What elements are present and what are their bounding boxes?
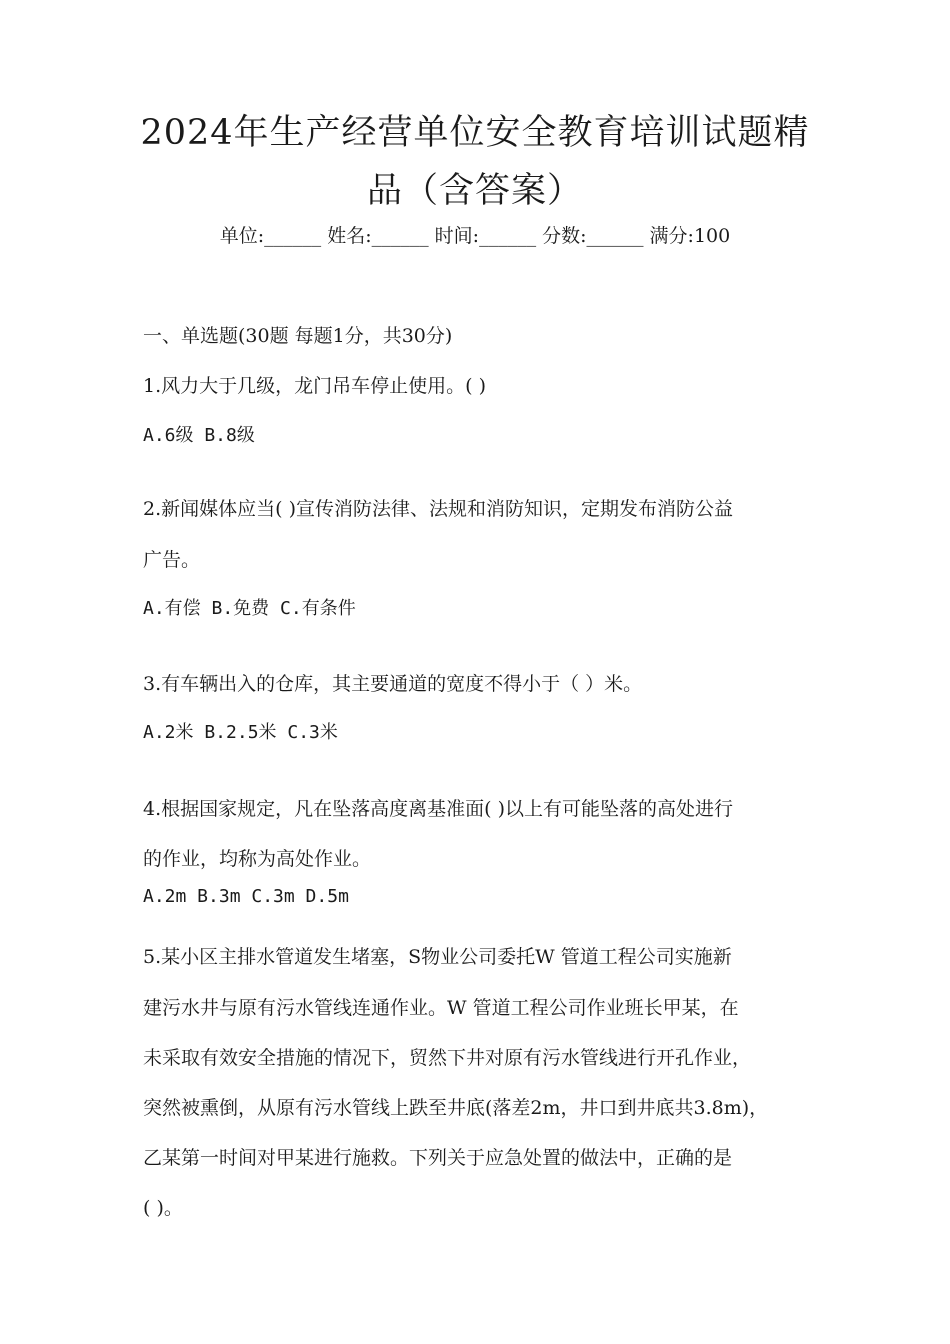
question-1-options: A.6级 B.8级 [143,425,255,446]
question-1-text: 1.风力大于几级，龙门吊车停止使用。( ) [143,375,486,397]
question-5-text: ( )。 [143,1197,183,1219]
question-2-text: 2.新闻媒体应当( )宣传消防法律、法规和消防知识，定期发布消防公益 [143,498,733,520]
question-3-options: A.2米 B.2.5米 C.3米 [143,722,338,743]
title-line-1: 2024年生产经营单位安全教育培训试题精 [140,113,810,153]
question-5-text: 乙某第一时间对甲某进行施救。下列关于应急处置的做法中，正确的是 [143,1147,733,1169]
title-line-2: 品（含答案） [366,171,583,211]
question-4-text: 的作业，均称为高处作业。 [143,848,372,870]
question-5-text: 5.某小区主排水管道发生堵塞，S物业公司委托W 管道工程公司实施新 [143,946,732,968]
question-3-text: 3.有车辆出入的仓库，其主要通道的宽度不得小于（ ）米。 [143,673,643,695]
question-4-text: 4.根据国家规定，凡在坠落高度离基准面( )以上有可能坠落的高处进行 [143,798,733,820]
question-2-text: 广告。 [143,549,201,571]
document-title [90,104,860,220]
question-5-text: 突然被熏倒，从原有污水管线上跌至井底(落差2m，井口到井底共3.8m)， [143,1097,769,1119]
info-line: 单位:______ 姓名:______ 时间:______ 分数:______ 满分:100 [219,225,731,247]
question-5-text: 未采取有效安全措施的情况下，贸然下井对原有污水管线进行开孔作业， [143,1047,752,1069]
question-2-options: A.有偿 B.免费 C.有条件 [143,598,356,619]
question-5-text: 建污水井与原有污水管线连通作业。W 管道工程公司作业班长甲某，在 [143,997,739,1019]
section-heading: 一、单选题(30题 每题1分，共30分) [143,325,453,347]
question-4-options: A.2m B.3m C.3m D.5m [143,886,349,907]
